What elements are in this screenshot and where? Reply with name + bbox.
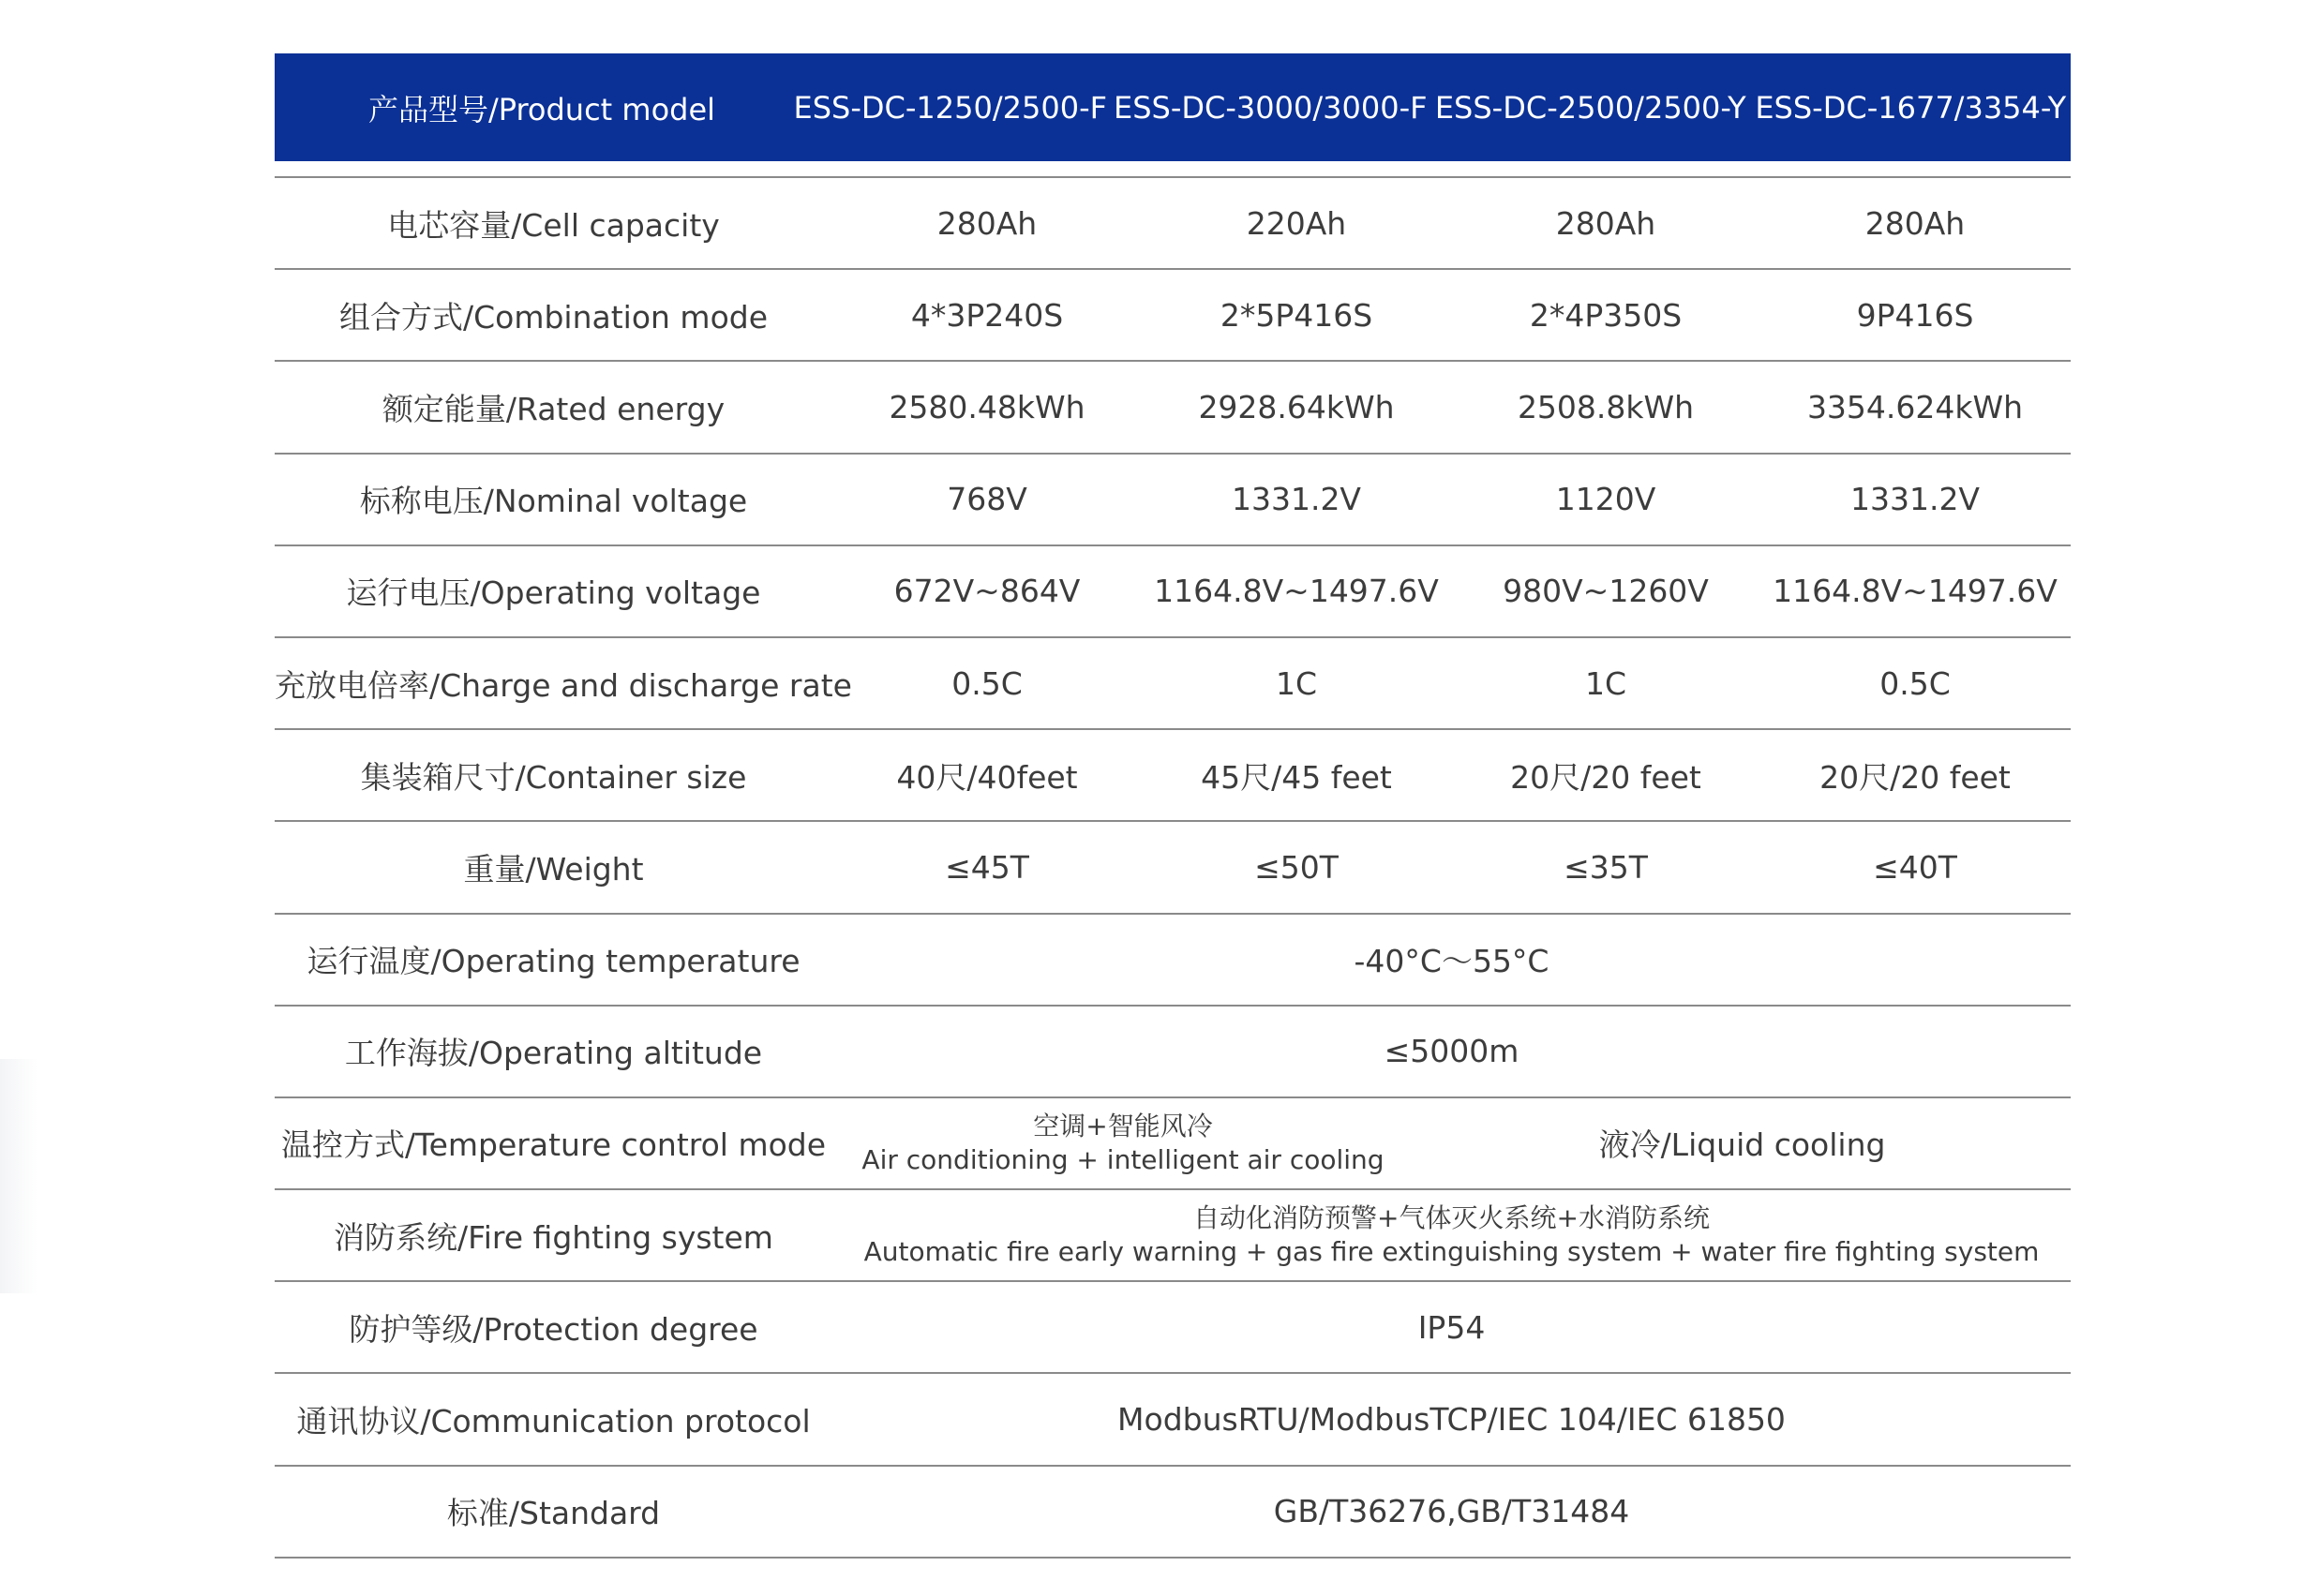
- table-cell: 3354.624kWh: [1806, 388, 2024, 425]
- row-label: 充放电倍率/Charge and discharge rate: [275, 666, 852, 704]
- row-charge-rate: [275, 638, 2071, 730]
- row-standard: [275, 1467, 2071, 1559]
- row-operating-altitude: [275, 1007, 2071, 1098]
- row-cell-capacity: [275, 178, 2071, 270]
- table-cell: GB/T36276,GB/T31484: [1273, 1493, 1630, 1530]
- row-operating-temperature: [275, 915, 2071, 1007]
- table-cell: 1C: [1584, 664, 1627, 702]
- air-cooling-cn: 空调+智能风冷: [1033, 1110, 1213, 1141]
- header-model-1: ESS-DC-1250/2500-F: [793, 89, 1108, 126]
- table-cell: ≤40T: [1873, 848, 1957, 886]
- table-cell: 1164.8V~1497.6V: [1773, 573, 2058, 610]
- row-label: 标准/Standard: [446, 1495, 661, 1532]
- table-cell: ≤50T: [1254, 848, 1339, 886]
- liquid-cooling-cell: 液冷/Liquid cooling: [1598, 1126, 1886, 1164]
- row-label: 通讯协议/Communication protocol: [296, 1403, 811, 1440]
- row-temperature-control: [275, 1098, 2071, 1190]
- row-label: 防护等级/Protection degree: [349, 1310, 758, 1348]
- table-cell: 1164.8V~1497.6V: [1154, 573, 1439, 610]
- row-label: 重量/Weight: [463, 850, 644, 887]
- air-cooling-en: Air conditioning + intelligent air cooling: [861, 1143, 1385, 1175]
- table-cell: 40尺/40feet: [896, 758, 1078, 796]
- table-cell: 2*4P350S: [1529, 296, 1683, 334]
- header-divider: [275, 161, 2071, 178]
- table-cell: 9P416S: [1856, 296, 1974, 334]
- table-cell: 220Ah: [1246, 204, 1347, 242]
- row-communication-protocol: [275, 1374, 2071, 1466]
- fire-fighting-en: Automatic fire early warning + gas fire extinguishing system + water fire fighting system: [863, 1236, 2040, 1268]
- table-cell: ≤45T: [945, 848, 1029, 886]
- row-label: 额定能量/Rated energy: [382, 390, 726, 427]
- table-cell: 0.5C: [951, 664, 1023, 702]
- table-cell: IP54: [1417, 1308, 1486, 1346]
- table-cell: 980V~1260V: [1503, 573, 1709, 610]
- table-cell: ≤35T: [1564, 848, 1648, 886]
- table-header: [275, 53, 2071, 161]
- row-fire-fighting: [275, 1190, 2071, 1282]
- table-cell: 280Ah: [1864, 204, 1966, 242]
- row-label: 工作海拔/Operating altitude: [344, 1035, 763, 1072]
- table-cell: 2508.8kWh: [1517, 388, 1695, 425]
- table-cell: 2928.64kWh: [1198, 388, 1395, 425]
- table-cell: 45尺/45 feet: [1201, 758, 1392, 796]
- table-cell: 1331.2V: [1849, 481, 1981, 518]
- table-cell: 2*5P416S: [1220, 296, 1373, 334]
- header-model-2: ESS-DC-3000/3000-F: [1113, 89, 1428, 126]
- header-label: 产品型号/Product model: [367, 91, 716, 127]
- table-cell: 1C: [1275, 664, 1318, 702]
- table-cell: 1120V: [1555, 481, 1656, 518]
- table-cell: 2580.48kWh: [889, 388, 1085, 425]
- spec-table: [275, 53, 2071, 1559]
- left-edge-decoration: [0, 1059, 37, 1293]
- table-cell: 0.5C: [1879, 664, 1951, 702]
- row-label: 组合方式/Combination mode: [338, 298, 769, 336]
- table-cell: 4*3P240S: [910, 296, 1064, 334]
- row-label: 电芯容量/Cell capacity: [387, 206, 720, 244]
- row-protection-degree: [275, 1282, 2071, 1374]
- table-cell: 280Ah: [1555, 204, 1656, 242]
- row-label: 集装箱尺寸/Container size: [360, 758, 747, 796]
- air-cooling-cell: [832, 1110, 1414, 1177]
- row-container-size: [275, 730, 2071, 822]
- row-label: 温控方式/Temperature control mode: [280, 1126, 827, 1164]
- table-cell: 280Ah: [936, 204, 1038, 242]
- table-cell: 768V: [947, 481, 1027, 518]
- row-operating-voltage: [275, 546, 2071, 638]
- row-nominal-voltage: [275, 455, 2071, 546]
- row-label: 运行温度/Operating temperature: [307, 943, 801, 980]
- row-rated-energy: [275, 362, 2071, 454]
- row-combination-mode: [275, 270, 2071, 362]
- fire-fighting-cn: 自动化消防预警+气体灭火系统+水消防系统: [1193, 1202, 1710, 1234]
- table-cell: 20尺/20 feet: [1510, 758, 1701, 796]
- fire-fighting-cell: [832, 1201, 2071, 1269]
- row-label: 消防系统/Fire fighting system: [334, 1218, 773, 1256]
- table-cell: -40°C～55°C: [1354, 943, 1549, 980]
- row-label: 运行电压/Operating voltage: [346, 574, 761, 612]
- table-cell: ≤5000m: [1384, 1033, 1519, 1070]
- row-label: 标称电压/Nominal voltage: [359, 483, 748, 520]
- table-cell: 1331.2V: [1231, 481, 1362, 518]
- table-cell: 20尺/20 feet: [1819, 758, 2011, 796]
- row-weight: [275, 822, 2071, 914]
- header-model-4: ESS-DC-1677/3354-Y: [1755, 89, 2067, 126]
- table-cell: 672V~864V: [893, 573, 1081, 610]
- table-cell: ModbusRTU/ModbusTCP/IEC 104/IEC 61850: [1117, 1401, 1786, 1439]
- header-model-3: ESS-DC-2500/2500-Y: [1434, 89, 1746, 126]
